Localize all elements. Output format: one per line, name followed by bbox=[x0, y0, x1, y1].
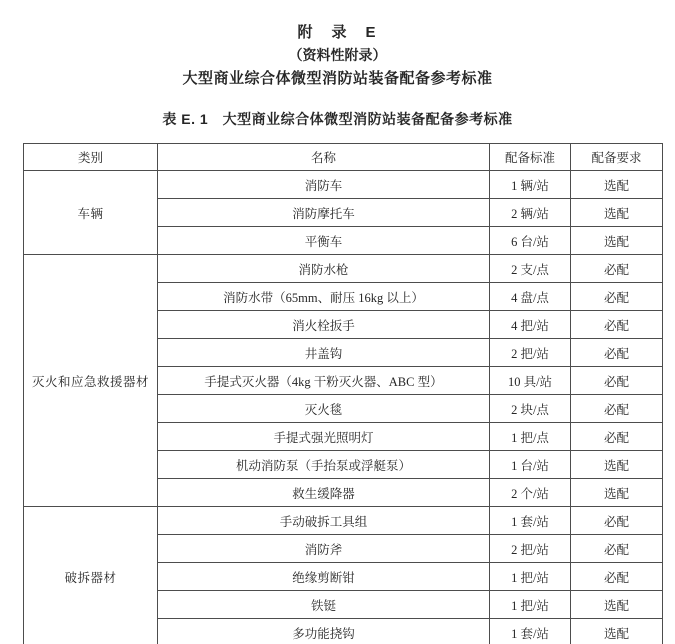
standard-cell: 1 把/点 bbox=[490, 423, 571, 451]
name-cell: 铁铤 bbox=[158, 591, 490, 619]
requirement-cell: 选配 bbox=[571, 227, 663, 255]
name-cell: 消防摩托车 bbox=[158, 199, 490, 227]
appendix-subtitle: （资料性附录） bbox=[288, 47, 387, 63]
name-cell: 多功能挠钩 bbox=[158, 619, 490, 644]
table-row bbox=[24, 507, 663, 535]
name-cell: 救生缓降器 bbox=[158, 479, 490, 507]
standard-cell: 1 套/站 bbox=[490, 619, 571, 644]
standard-cell: 6 台/站 bbox=[490, 227, 571, 255]
requirement-cell: 选配 bbox=[571, 619, 663, 644]
name-cell: 消防车 bbox=[158, 171, 490, 199]
standard-cell: 2 把/站 bbox=[490, 339, 571, 367]
table-caption: 表 E. 1 大型商业综合体微型消防站装备配备参考标准 bbox=[162, 111, 513, 127]
standard-cell: 1 把/站 bbox=[490, 563, 571, 591]
standard-cell: 1 套/站 bbox=[490, 507, 571, 535]
name-cell: 手提式灭火器（4kg 干粉灭火器、ABC 型） bbox=[158, 367, 490, 395]
name-cell: 手动破拆工具组 bbox=[158, 507, 490, 535]
requirement-cell: 必配 bbox=[571, 283, 663, 311]
name-cell: 平衡车 bbox=[158, 227, 490, 255]
name-cell: 消防斧 bbox=[158, 535, 490, 563]
standard-cell: 2 块/点 bbox=[490, 395, 571, 423]
header-cell-standard: 配备标准 bbox=[490, 144, 571, 171]
header-cell-name: 名称 bbox=[158, 144, 490, 171]
standard-cell: 2 把/站 bbox=[490, 535, 571, 563]
name-cell: 消防水带（65mm、耐压 16kg 以上） bbox=[158, 283, 490, 311]
requirement-cell: 必配 bbox=[571, 395, 663, 423]
requirement-cell: 选配 bbox=[571, 451, 663, 479]
requirement-cell: 选配 bbox=[571, 479, 663, 507]
equipment-table bbox=[23, 143, 663, 644]
name-cell: 井盖钩 bbox=[158, 339, 490, 367]
appendix-title: 附 录 E bbox=[297, 24, 378, 41]
header-cell-requirement: 配备要求 bbox=[571, 144, 663, 171]
requirement-cell: 必配 bbox=[571, 367, 663, 395]
standard-cell: 4 把/站 bbox=[490, 311, 571, 339]
standard-cell: 2 辆/站 bbox=[490, 199, 571, 227]
standard-cell: 10 具/站 bbox=[490, 367, 571, 395]
name-cell: 机动消防泵（手抬泵或浮艇泵） bbox=[158, 451, 490, 479]
requirement-cell: 必配 bbox=[571, 255, 663, 283]
requirement-cell: 必配 bbox=[571, 507, 663, 535]
table-row bbox=[24, 171, 663, 199]
standard-cell: 1 辆/站 bbox=[490, 171, 571, 199]
name-cell: 绝缘剪断钳 bbox=[158, 563, 490, 591]
requirement-cell: 必配 bbox=[571, 339, 663, 367]
header-cell-category: 类别 bbox=[24, 144, 158, 171]
standard-cell: 2 个/站 bbox=[490, 479, 571, 507]
requirement-cell: 必配 bbox=[571, 563, 663, 591]
requirement-cell: 必配 bbox=[571, 311, 663, 339]
table-header-row bbox=[24, 144, 663, 171]
name-cell: 消火栓扳手 bbox=[158, 311, 490, 339]
name-cell: 消防水枪 bbox=[158, 255, 490, 283]
category-cell: 灭火和应急救援器材 bbox=[24, 255, 158, 507]
appendix-description: 大型商业综合体微型消防站装备配备参考标准 bbox=[182, 70, 493, 87]
standard-cell: 1 台/站 bbox=[490, 451, 571, 479]
table-row bbox=[24, 255, 663, 283]
category-cell: 车辆 bbox=[24, 171, 158, 255]
standard-cell: 2 支/点 bbox=[490, 255, 571, 283]
standard-cell: 4 盘/点 bbox=[490, 283, 571, 311]
appendix-heading bbox=[0, 0, 675, 88]
requirement-cell: 选配 bbox=[571, 199, 663, 227]
name-cell: 手提式强光照明灯 bbox=[158, 423, 490, 451]
name-cell: 灭火毯 bbox=[158, 395, 490, 423]
requirement-cell: 必配 bbox=[571, 535, 663, 563]
standard-cell: 1 把/站 bbox=[490, 591, 571, 619]
requirement-cell: 选配 bbox=[571, 591, 663, 619]
requirement-cell: 必配 bbox=[571, 423, 663, 451]
category-cell: 破拆器材 bbox=[24, 507, 158, 644]
requirement-cell: 选配 bbox=[571, 171, 663, 199]
